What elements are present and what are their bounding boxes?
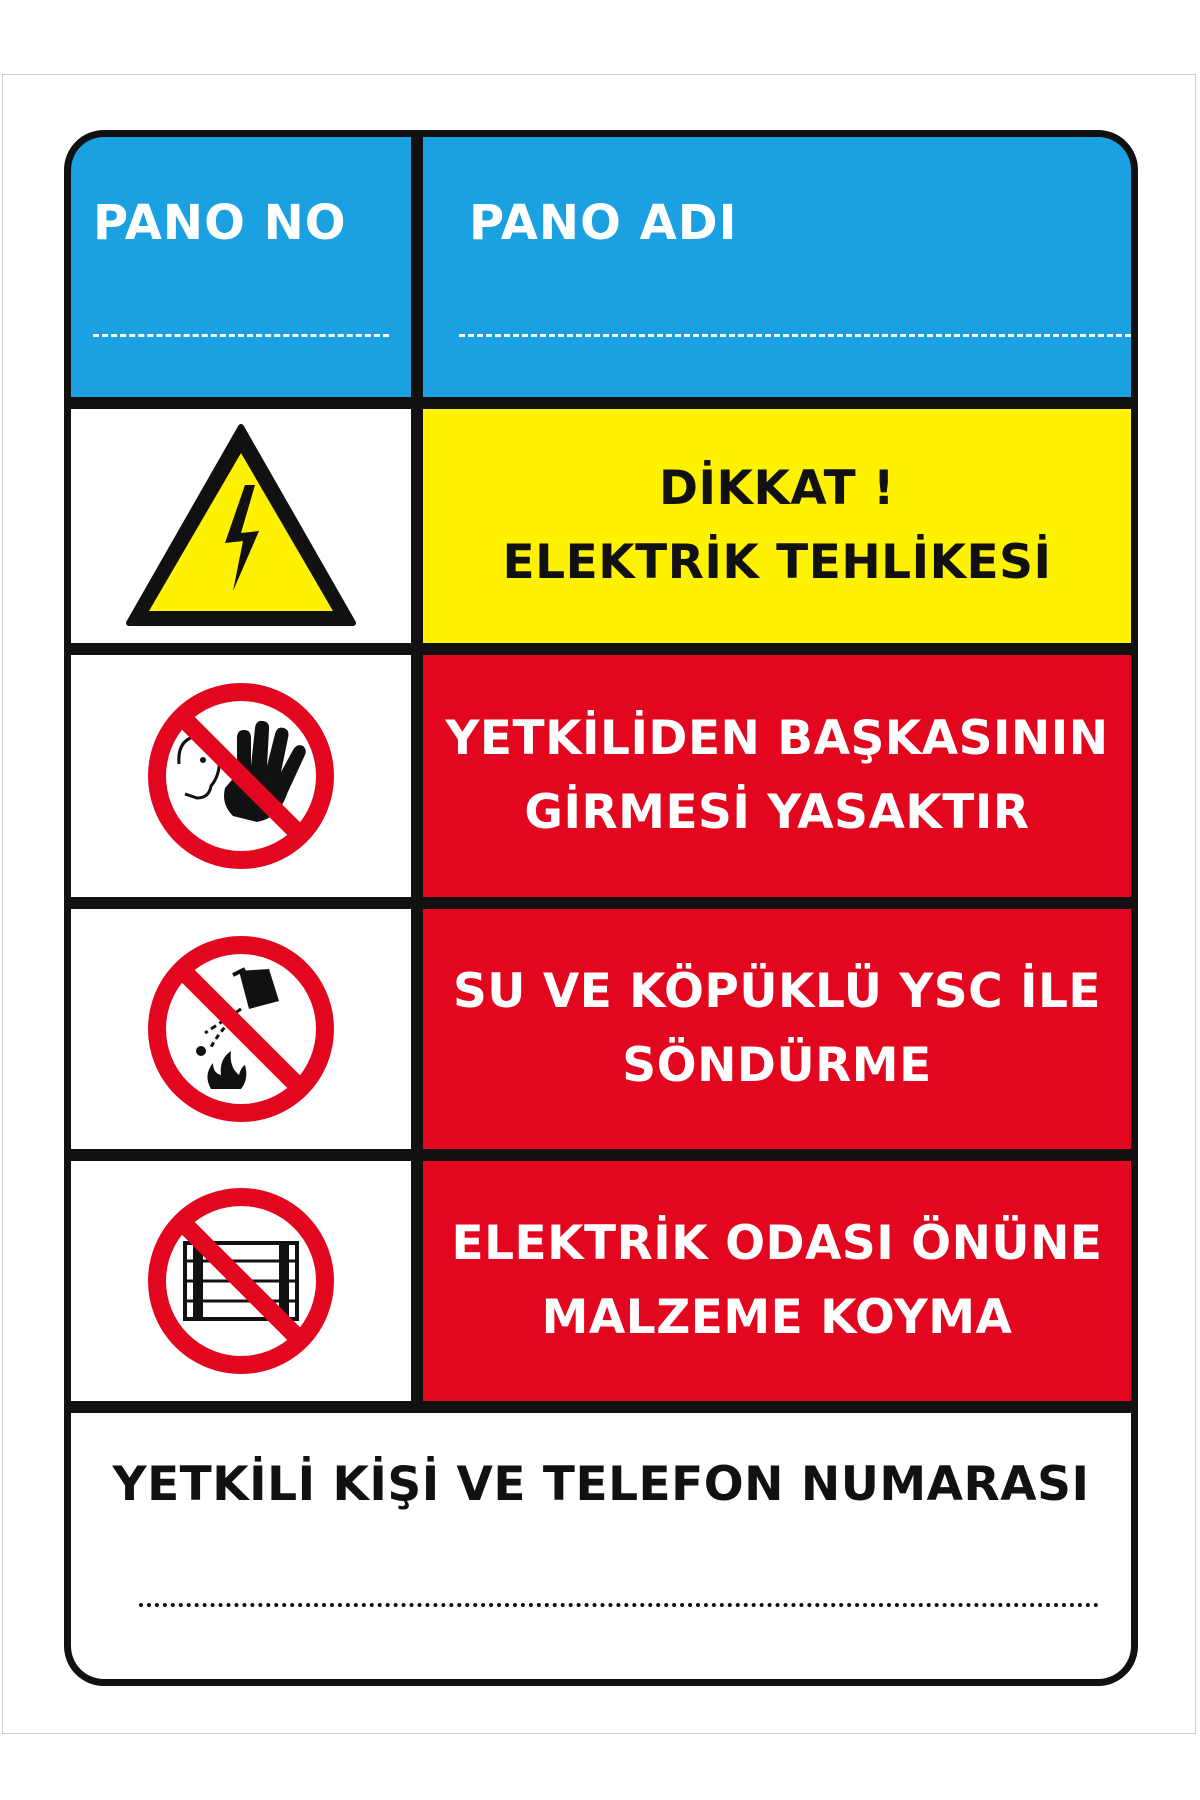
pano-no-cell [71, 137, 411, 397]
footer-row [71, 1413, 1131, 1686]
message-line: GİRMESİ YASAKTIR [524, 785, 1030, 840]
icon-cell [71, 409, 411, 643]
warning-row-no-entry [71, 655, 1131, 897]
message-line: SÖNDÜRME [622, 1038, 932, 1093]
message-line: ELEKTRİK TEHLİKESİ [502, 535, 1052, 590]
message-line: DİKKAT ! [659, 461, 895, 516]
no-storage-prohibition-icon [141, 1181, 341, 1381]
warning-sign-panel [64, 130, 1138, 1686]
no-water-extinguishing-prohibition-icon [141, 929, 341, 1129]
message-cell [423, 655, 1131, 897]
warning-message [423, 409, 1131, 643]
message-line: SU VE KÖPÜKLÜ YSC İLE [452, 964, 1102, 1019]
icon-cell [71, 655, 411, 897]
no-entry-hand-prohibition-icon [141, 676, 341, 876]
message-line: YETKİLİDEN BAŞKASININ [445, 711, 1109, 766]
electric-hazard-triangle-icon [121, 419, 361, 633]
warning-row-no-water [71, 909, 1131, 1149]
warning-message [423, 1161, 1131, 1401]
pano-no-label: PANO NO [93, 195, 347, 251]
pano-adi-dotted-line [459, 334, 1131, 337]
icon-cell [71, 909, 411, 1149]
message-cell [423, 909, 1131, 1149]
warning-message [423, 909, 1131, 1149]
pano-adi-label: PANO ADI [469, 195, 738, 251]
message-line: ELEKTRİK ODASI ÖNÜNE [451, 1216, 1103, 1271]
icon-cell [71, 1161, 411, 1401]
pano-no-dotted-line [93, 334, 389, 337]
message-cell [423, 409, 1131, 643]
pano-adi-cell [423, 137, 1131, 397]
message-line: MALZEME KOYMA [541, 1290, 1013, 1345]
header-row [71, 137, 1131, 397]
authorized-person-label: YETKİLİ KİŞİ VE TELEFON NUMARASI [112, 1457, 1090, 1512]
warning-row-danger [71, 409, 1131, 643]
message-cell [423, 1161, 1131, 1401]
warning-row-no-storage [71, 1161, 1131, 1401]
footer-dotted-line [139, 1603, 1099, 1607]
warning-message [423, 655, 1131, 897]
